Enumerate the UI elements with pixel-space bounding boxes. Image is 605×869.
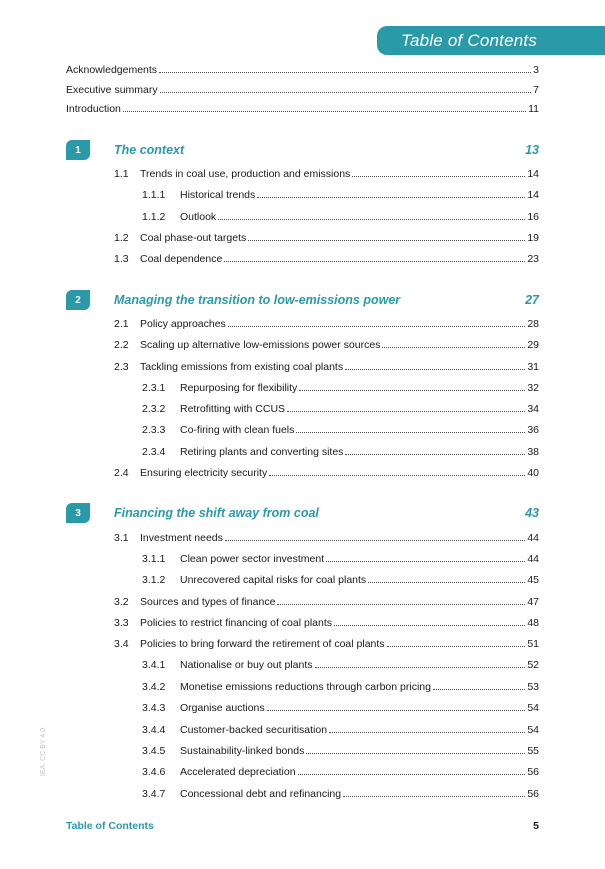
toc-entry-page: 34	[527, 403, 539, 415]
chapter-number-badge: 3	[66, 503, 90, 523]
toc-entry-title: Retiring plants and converting sites	[180, 446, 344, 458]
dot-leader	[269, 475, 525, 476]
toc-entry-page: 3	[533, 64, 539, 76]
toc-entry-page: 48	[527, 617, 539, 629]
toc-entry-number: 3.4.4	[142, 724, 166, 736]
toc-entry[interactable]	[142, 210, 539, 224]
dot-leader	[248, 240, 525, 241]
toc-entry-number: 2.3.4	[142, 446, 166, 458]
toc-entry-title: Investment needs	[140, 532, 223, 544]
dot-leader	[257, 197, 525, 198]
toc-entry-number: 2.3.2	[142, 403, 166, 415]
toc-entry-title: Concessional debt and refinancing	[180, 788, 342, 800]
toc-entry-page: 56	[527, 788, 539, 800]
dot-leader	[345, 369, 525, 370]
dot-leader	[329, 732, 525, 733]
chapter-page: 13	[525, 143, 539, 157]
toc-entry[interactable]	[142, 680, 539, 694]
footer-page-number: 5	[533, 820, 539, 832]
page-title: Table of Contents	[401, 30, 538, 50]
toc-entry-title: Clean power sector investment	[180, 553, 325, 565]
toc-entry-number: 1.3	[114, 253, 129, 265]
dot-leader	[387, 646, 526, 647]
toc-entry-page: 23	[527, 253, 539, 265]
toc-entry-title: Monetise emissions reductions through carbon pricing	[180, 681, 431, 693]
toc-entry-title: Unrecovered capital risks for coal plants	[180, 574, 367, 586]
toc-entry-number: 3.1	[114, 532, 129, 544]
toc-entry-title: Historical trends	[180, 189, 256, 201]
dot-leader	[298, 774, 526, 775]
toc-entry[interactable]	[114, 231, 539, 245]
dot-leader	[159, 72, 531, 73]
dot-leader	[326, 561, 525, 562]
toc-entry-number: 2.2	[114, 339, 129, 351]
toc-entry[interactable]	[142, 787, 539, 801]
toc-entry-title: Ensuring electricity security	[140, 467, 268, 479]
toc-entry[interactable]	[114, 616, 539, 630]
dot-leader	[315, 667, 526, 668]
toc-entry-number: 3.3	[114, 617, 129, 629]
toc-entry-number: 2.3	[114, 361, 129, 373]
chapter-title: Managing the transition to low-emissions power	[114, 293, 401, 307]
toc-entry-title: Policies to bring forward the retirement of coal plants	[140, 638, 385, 650]
toc-entry[interactable]	[114, 637, 539, 651]
toc-entry-page: 51	[527, 638, 539, 650]
license-credit: IEA. CC BY 4.0.	[40, 725, 47, 776]
dot-leader	[352, 176, 525, 177]
toc-entry-title: Trends in coal use, production and emissions	[140, 168, 351, 180]
toc-entry-title: Sustainability-linked bonds	[180, 745, 305, 757]
toc-entry-executive-summary[interactable]	[66, 83, 539, 97]
toc-entry-page: 31	[527, 361, 539, 373]
dot-leader	[382, 347, 525, 348]
dot-leader	[267, 710, 526, 711]
toc-entry-page: 55	[527, 745, 539, 757]
toc-entry-page: 47	[527, 596, 539, 608]
toc-entry-number: 1.2	[114, 232, 129, 244]
toc-entry-page: 19	[527, 232, 539, 244]
toc-entry[interactable]	[114, 252, 539, 266]
toc-entry-title: Introduction	[66, 103, 121, 115]
toc-entry-number: 3.4.2	[142, 681, 166, 693]
dot-leader	[368, 582, 525, 583]
chapter-page: 43	[525, 506, 539, 520]
toc-entry-title: Policies to restrict financing of coal plants	[140, 617, 333, 629]
toc-entry[interactable]	[114, 167, 539, 181]
toc-entry-page: 38	[527, 446, 539, 458]
dot-leader	[433, 689, 525, 690]
toc-entry[interactable]	[114, 317, 539, 331]
toc-entry[interactable]	[142, 402, 539, 416]
toc-entry-title: Coal dependence	[140, 253, 223, 265]
toc-entry-title: Executive summary	[66, 84, 158, 96]
toc-entry-page: 54	[527, 702, 539, 714]
toc-entry-title: Scaling up alternative low-emissions power sources	[140, 339, 381, 351]
toc-entry-title: Repurposing for flexibility	[180, 382, 298, 394]
dot-leader	[277, 604, 525, 605]
toc-entry-number: 3.1.2	[142, 574, 166, 586]
toc-entry[interactable]	[142, 423, 539, 437]
toc-entry-page: 11	[528, 103, 539, 115]
dot-leader	[343, 796, 525, 797]
toc-entry[interactable]	[142, 765, 539, 779]
toc-entry-page: 7	[533, 84, 539, 96]
chapter-number-badge: 1	[66, 140, 90, 160]
footer-title: Table of Contents	[66, 820, 154, 832]
dot-leader	[334, 625, 525, 626]
toc-entry-page: 29	[527, 339, 539, 351]
toc-entry-page: 16	[527, 211, 539, 223]
toc-entry-title: Organise auctions	[180, 702, 265, 714]
toc-entry[interactable]	[142, 188, 539, 202]
chapter-heading-1[interactable]	[66, 139, 539, 161]
dot-leader	[218, 219, 525, 220]
toc-entry-title: Customer-backed securitisation	[180, 724, 328, 736]
toc-entry-title: Accelerated depreciation	[180, 766, 296, 778]
toc-entry[interactable]	[114, 360, 539, 374]
toc-entry-page: 52	[527, 659, 539, 671]
chapter-heading-3[interactable]	[66, 502, 539, 524]
toc-entry-number: 1.1.1	[142, 189, 166, 201]
dot-leader	[296, 432, 525, 433]
toc-entry-introduction[interactable]	[66, 102, 539, 116]
toc-entry-title: Acknowledgements	[66, 64, 158, 76]
header-tab	[377, 26, 605, 55]
toc-entry-page: 53	[527, 681, 539, 693]
toc-entry-number: 2.1	[114, 318, 129, 330]
toc-entry-title: Outlook	[180, 211, 217, 223]
dot-leader	[224, 261, 525, 262]
toc-entry-number: 2.3.3	[142, 424, 166, 436]
toc-entry-page: 14	[527, 168, 539, 180]
toc-entry-number: 1.1.2	[142, 211, 166, 223]
toc-entry-number: 3.4.6	[142, 766, 166, 778]
toc-entry[interactable]	[142, 381, 539, 395]
toc-entry-page: 44	[527, 553, 539, 565]
toc-entry-page: 40	[527, 467, 539, 479]
toc-entry-page: 14	[527, 189, 539, 201]
dot-leader	[228, 326, 526, 327]
dot-leader	[345, 454, 525, 455]
toc-entry-number: 3.4.1	[142, 659, 166, 671]
toc-entry-title: Policy approaches	[140, 318, 226, 330]
toc-entry[interactable]	[142, 552, 539, 566]
toc-entry-number: 2.4	[114, 467, 129, 479]
toc-entry[interactable]	[142, 701, 539, 715]
dot-leader	[287, 411, 525, 412]
toc-entry[interactable]	[114, 338, 539, 352]
dot-leader	[123, 111, 526, 112]
toc-entry[interactable]	[142, 445, 539, 459]
toc-entry-title: Coal phase-out targets	[140, 232, 247, 244]
toc-entry[interactable]	[142, 744, 539, 758]
toc-entry-title: Sources and types of finance	[140, 596, 276, 608]
toc-entry[interactable]	[114, 531, 539, 545]
dot-leader	[225, 540, 525, 541]
toc-entry-acknowledgements[interactable]	[66, 63, 539, 77]
chapter-number-badge: 2	[66, 290, 90, 310]
dot-leader	[306, 753, 525, 754]
chapter-title: The context	[114, 143, 185, 157]
toc-entry-page: 45	[527, 574, 539, 586]
toc-entry-number: 3.1.1	[142, 553, 166, 565]
toc-entry-page: 36	[527, 424, 539, 436]
dot-leader	[299, 390, 525, 391]
chapter-page: 27	[525, 293, 539, 307]
toc-entry-number: 1.1	[114, 168, 129, 180]
toc-entry[interactable]	[114, 466, 539, 480]
toc-entry-page: 56	[527, 766, 539, 778]
toc-entry-number: 3.4.7	[142, 788, 166, 800]
toc-entry-title: Nationalise or buy out plants	[180, 659, 313, 671]
toc-entry-page: 54	[527, 724, 539, 736]
toc-entry[interactable]	[114, 595, 539, 609]
toc-entry-number: 3.4	[114, 638, 129, 650]
toc-entry-page: 44	[527, 532, 539, 544]
toc-entry-number: 3.4.5	[142, 745, 166, 757]
toc-entry-title: Co-firing with clean fuels	[180, 424, 295, 436]
toc-entry-title: Retrofitting with CCUS	[180, 403, 286, 415]
toc-entry-number: 2.3.1	[142, 382, 166, 394]
chapter-title: Financing the shift away from coal	[114, 506, 319, 520]
toc-entry[interactable]	[142, 658, 539, 672]
dot-leader	[160, 92, 532, 93]
toc-entry-page: 32	[527, 382, 539, 394]
chapter-heading-2[interactable]	[66, 289, 539, 311]
toc-entry-number: 3.2	[114, 596, 129, 608]
toc-entry-page: 28	[527, 318, 539, 330]
toc-entry-number: 3.4.3	[142, 702, 166, 714]
toc-entry-title: Tackling emissions from existing coal plants	[140, 361, 344, 373]
toc-entry[interactable]	[142, 573, 539, 587]
toc-entry[interactable]	[142, 723, 539, 737]
